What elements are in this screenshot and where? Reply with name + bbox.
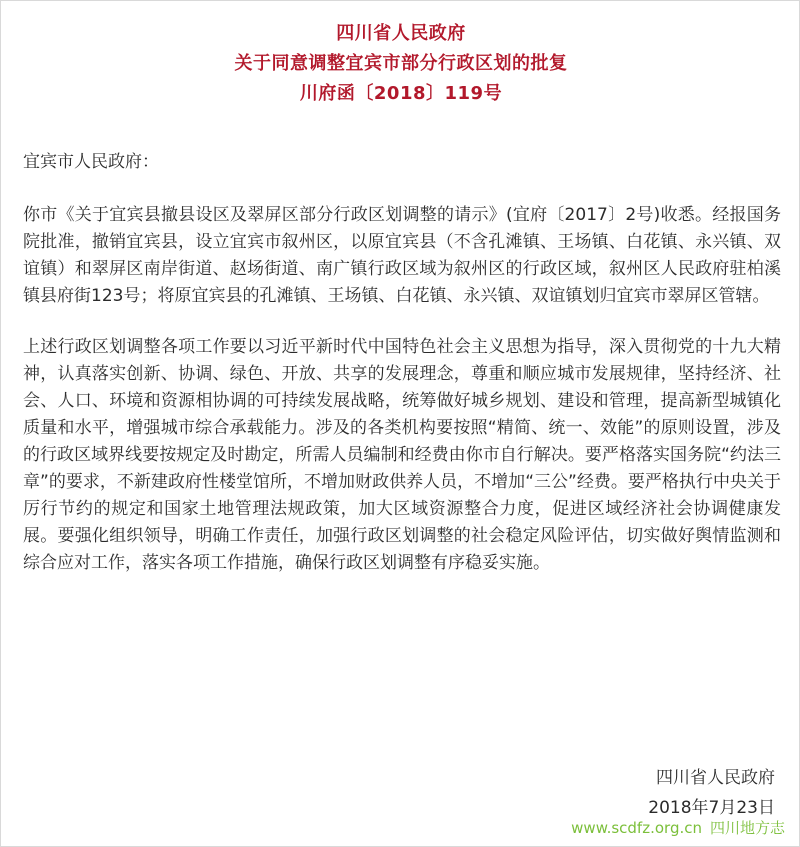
watermark xyxy=(571,818,785,838)
paragraph-2: 上述行政区划调整各项工作要以习近平新时代中国特色社会主义思想为指导，深入贯彻党的十九大精神，认真落实创新、协调、绿色、开放、共享的发展理念，尊重和顺应城市发展规律，坚持经济、社会、人口、环境和资源相协调的可持续发展战略，统筹做好城乡规划、建设和管理，提高新型城镇化质量和水平，增强城市综合承载能力。涉及的各类机构要按照“精简、统一、效能”的原则设置，涉及的行政区域界线要按规定及时勘定，所需人员编制和经费由你市自行解决。要严格落实国务院“约法三章”的要求，不新建政府性楼堂馆所，不增加财政供养人员，不增加“三公”经费。要严格执行中央关于厉行节约的规定和国家土地管理法规政策，加大区域资源整合力度，促进区域经济社会协调健康发展。要强化组织领导，明确工作责任，加强行政区划调整的社会稳定风险评估，切实做好舆情监测和综合应对工作，落实各项工作措施，确保行政区划调整有序稳妥实施。 xyxy=(23,337,781,573)
paragraph-1: 你市《关于宜宾县撤县设区及翠屏区部分行政区划调整的请示》(宜府〔2017〕2号)收悉。经报国务院批准，撤销宜宾县，设立宜宾市叙州区，以原宜宾县（不含孔滩镇、王场镇、白花镇、永兴镇、双谊镇）和翠屏区南岸街道、赵场街道、南广镇行政区域为叙州区的行政区域，叙州区人民政府驻柏溪镇县府街123号；将原宜宾县的孔滩镇、王场镇、白花镇、永兴镇、双谊镇划归宜宾市翠屏区管辖。 xyxy=(23,205,781,306)
issuer-name: 四川省人民政府 xyxy=(336,23,466,44)
document-body xyxy=(23,149,781,601)
watermark-name: 四川地方志 xyxy=(709,819,785,837)
signature-date: 2018年7月23日 xyxy=(648,798,775,818)
document-number: 川府函〔2018〕119号 xyxy=(299,83,503,104)
document-header xyxy=(1,19,800,109)
signature-block xyxy=(648,763,775,823)
document-title: 关于同意调整宜宾市部分行政区划的批复 xyxy=(234,53,568,74)
addressee: 宜宾市人民政府： xyxy=(23,152,159,172)
signature-org: 四川省人民政府 xyxy=(656,768,775,788)
watermark-url: www.scdfz.org.cn xyxy=(571,819,702,837)
